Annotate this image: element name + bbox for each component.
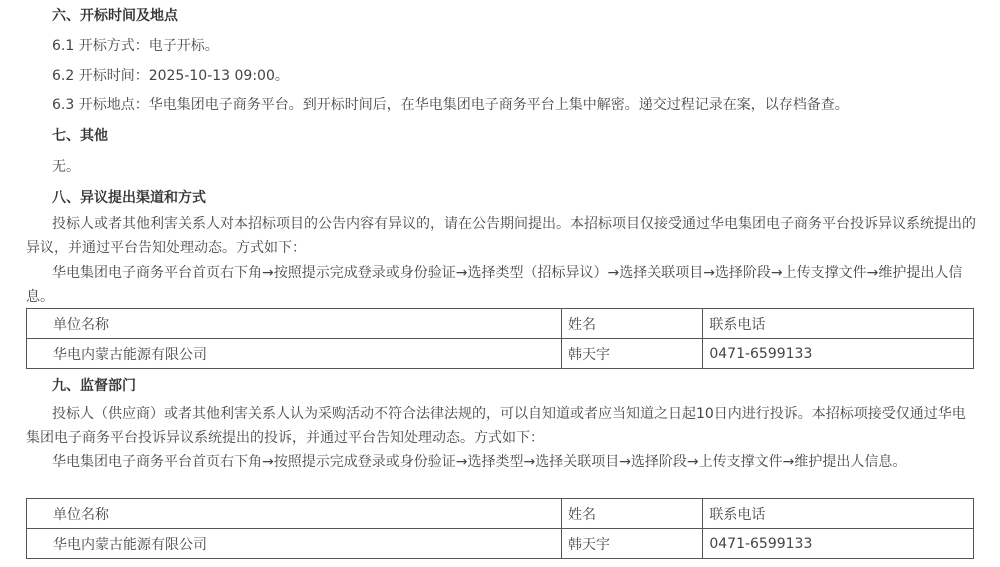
header-person-name: 姓名 xyxy=(562,309,703,339)
header-phone: 联系电话 xyxy=(703,309,974,339)
table-row xyxy=(27,529,974,559)
section-6-item-3: 6.3 开标地点：华电集团电子商务平台。到开标时间后，在华电集团电子商务平台上集中解密。递交过程记录在案，以存档备查。 xyxy=(52,97,849,113)
header-person-name: 姓名 xyxy=(562,499,703,529)
section-8-paragraph-2-text: 华电集团电子商务平台首页右下角→按照提示完成登录或身份验证→选择类型（招标异议）→选择关联项目→选择阶段→上传支撑文件→维护提出人信息。 xyxy=(26,265,963,305)
header-phone: 联系电话 xyxy=(703,499,974,529)
section-8-paragraph-2 xyxy=(26,261,976,309)
cell-unit-name: 华电内蒙古能源有限公司 xyxy=(27,339,562,369)
section-8-paragraph-1 xyxy=(26,212,976,260)
cell-phone: 0471-6599133 xyxy=(703,529,974,559)
section-9-paragraph-1 xyxy=(26,402,976,450)
section-9-paragraph-1-text: 投标人（供应商）或者其他利害关系人认为采购活动不符合法律法规的，可以自知道或者应当知道之日起10日内进行投诉。本招标项接受仅通过华电集团电子商务平台投诉异议系统提出的投诉，并通过平台告知处理动态。方式如下： xyxy=(26,406,966,446)
section-9-paragraph-2 xyxy=(26,450,976,474)
cell-person-name: 韩天宇 xyxy=(562,529,703,559)
table-header-row xyxy=(27,309,974,339)
section-9-paragraph-2-text: 华电集团电子商务平台首页右下角→按照提示完成登录或身份验证→选择类型→选择关联项目→选择阶段→上传支撑文件→维护提出人信息。 xyxy=(52,454,907,470)
section-9-heading: 九、监督部门 xyxy=(52,378,136,394)
section-6-item-2: 6.2 开标时间：2025-10-13 09:00。 xyxy=(52,68,289,84)
cell-phone: 0471-6599133 xyxy=(703,339,974,369)
section-9-contact-table xyxy=(26,498,974,559)
section-7-text: 无。 xyxy=(52,159,80,175)
cell-unit-name: 华电内蒙古能源有限公司 xyxy=(27,529,562,559)
header-unit-name: 单位名称 xyxy=(27,309,562,339)
section-7-heading: 七、其他 xyxy=(52,128,108,144)
section-6-item-1: 6.1 开标方式：电子开标。 xyxy=(52,38,219,54)
section-6-heading: 六、开标时间及地点 xyxy=(52,8,178,24)
section-8-heading: 八、异议提出渠道和方式 xyxy=(52,190,206,206)
table-row xyxy=(27,339,974,369)
table-header-row xyxy=(27,499,974,529)
section-8-contact-table xyxy=(26,308,974,369)
cell-person-name: 韩天宇 xyxy=(562,339,703,369)
header-unit-name: 单位名称 xyxy=(27,499,562,529)
section-8-paragraph-1-text: 投标人或者其他利害关系人对本招标项目的公告内容有异议的，请在公告期间提出。本招标项目仅接受通过华电集团电子商务平台投诉异议系统提出的异议，并通过平台告知处理动态。方式如下： xyxy=(26,216,976,256)
